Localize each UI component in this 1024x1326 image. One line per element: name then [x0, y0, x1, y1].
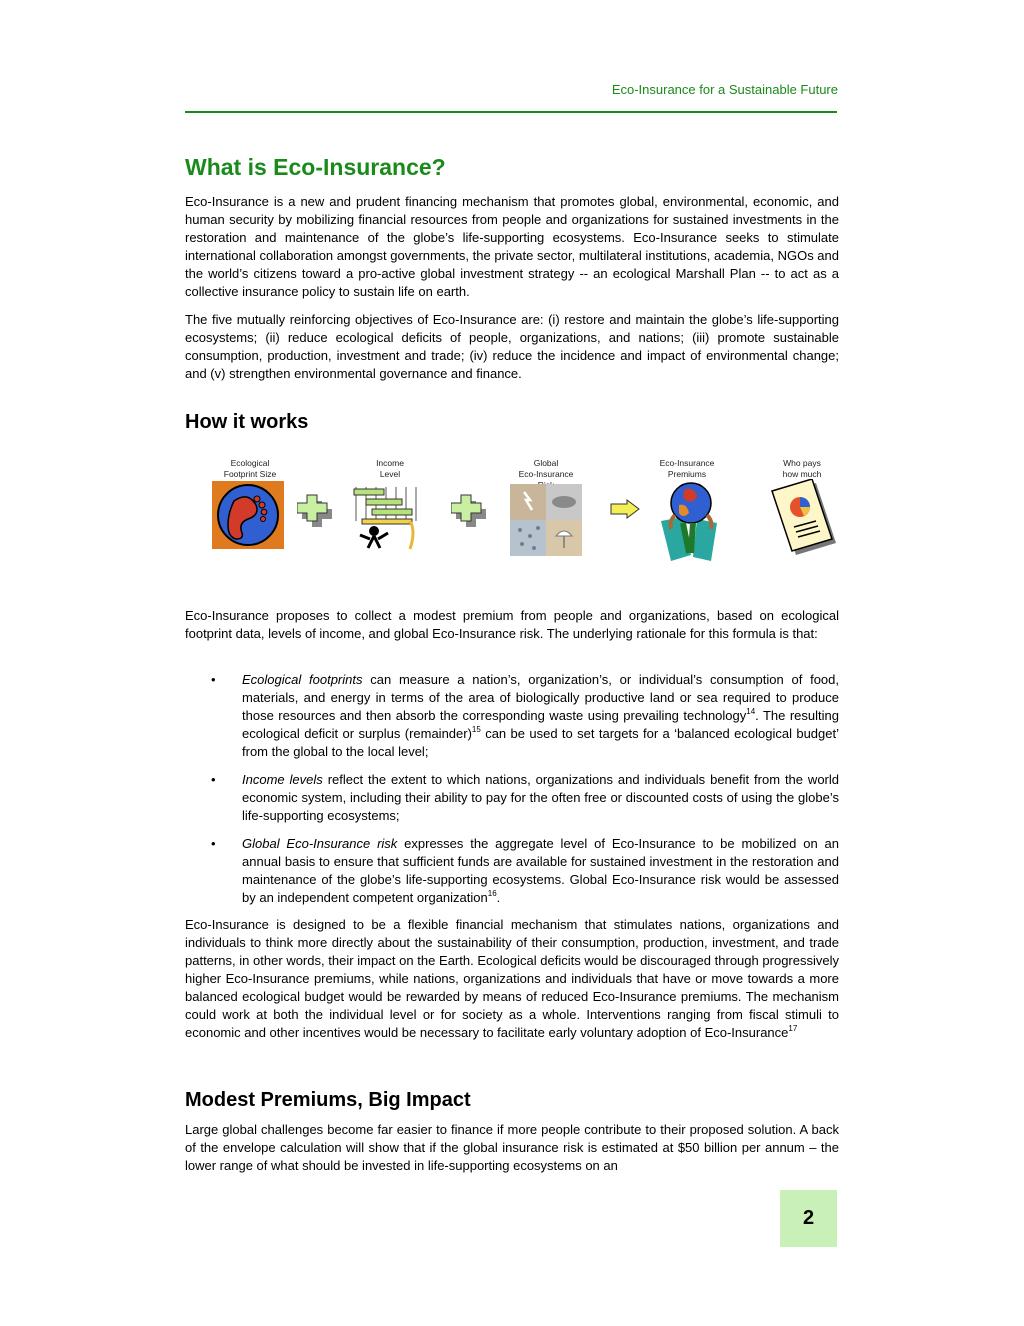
list-item: • Ecological footprints can measure a nation’s, organization’s, or individual’s consumption of food, materials, and energy in terms of the area of biologically productive land or sea required to produce those resources and then absorb the corresponding waste using prevailing technology$^{14}$. The resulting ecological deficit or surplus (remainder)$^{15}$ can be used to set targets for a ‘balanced ecological budget’ from the global to the local level; — [211, 672, 840, 759]
running-header: Eco-Insurance for a Sustainable Future — [611, 82, 838, 97]
paragraph-objectives: The five mutually reinforcing objectives of Eco-Insurance are: (i) restore and maintain the globe’s life-supporting ecosystems; (ii) reduce ecological deficits of people, organizations, and nations; (iii) promote sustainable consumption, production, investment and trade; (iv) reduce the incidence and impact of environmental change; and (v) strengthen environmental governance and finance. — [185, 312, 839, 381]
diagram-label-income: Income Level — [376, 458, 404, 479]
pie-document-icon — [770, 479, 840, 565]
diagram-label-footprint: Ecological Footprint Size — [223, 458, 277, 479]
diagram-label-who-pays: Who pays how much — [782, 458, 822, 479]
bullet-dot-icon: • — [211, 772, 216, 787]
page-number-label: 2 — [802, 1207, 815, 1229]
rationale-list — [185, 671, 839, 917]
paragraph-flexible-mechanism: Eco-Insurance is designed to be a flexible financial mechanism that stimulates nations, organizations and individuals to think more directly about the sustainability of their consumption, production, investment, and trade patterns, in other words, their impact on the Earth. Ecological deficits would be discouraged through progressively higher Eco-Insurance premiums, while nations, organizations and individuals that have or move towards a more balanced ecological budget would be rewarded by means of reduced Eco-Insurance premiums. The mechanism could work at both the individual level or for society as a whole. Interventions ranging from fiscal stimuli to economic and other incentives would be necessary to facilitate early voluntary adoption of Eco-Insurance$^{17}$ — [185, 917, 839, 1040]
bullet-dot-icon: • — [211, 672, 216, 687]
list-item: • Global Eco-Insurance risk expresses the aggregate level of Eco-Insurance to be mobilized on an annual basis to ensure that sufficient funds are available for sustained investment in the restoration and maintenance of the globe’s life-supporting ecosystems. Global Eco-Insurance risk would be assessed by an independent competent organization$^{16}$. — [211, 836, 839, 905]
section-title-modest-premiums: Modest Premiums, Big Impact — [185, 1089, 471, 1111]
plus-icon — [451, 493, 491, 529]
section-title-what-is: What is Eco-Insurance? — [185, 154, 446, 180]
diagram-label-risk: Global Eco-Insurance — [518, 458, 574, 479]
plus-icon — [297, 493, 337, 529]
bullet-dot-icon: • — [211, 836, 216, 851]
header-rule — [185, 111, 837, 113]
income-figure-icon — [352, 481, 424, 553]
footprint-globe-icon — [212, 481, 284, 549]
page-number — [780, 1190, 837, 1247]
arrow-right-icon — [610, 499, 640, 519]
section-title-how-it-works: How it works — [185, 411, 309, 433]
diagram-label-premiums: Eco-Insurance Premiums — [659, 458, 715, 479]
list-item: • Income levels reflect the extent to which nations, organizations and individuals benefit from the world economic system, including their ability to pay for the often free or discounted costs of using the globe’s life-supporting ecosystems; — [211, 772, 839, 823]
globe-person-icon — [653, 481, 729, 565]
paragraph-premiums: Large global challenges become far easier to finance if more people contribute to their proposed solution. A back of the envelope calculation will show that if the global insurance risk is estimated at $50 billion per annum – the lower range of what should be invested in life-supporting ecosystems on an — [185, 1122, 839, 1173]
paragraph-intro: Eco-Insurance is a new and prudent financing mechanism that promotes global, environmental, economic, and human security by mobilizing financial resources from people and organizations for sustained investments in the restoration and maintenance of the globe’s life-supporting ecosystems. Eco-Insurance seeks to stimulate international collaboration amongst governments, the private sector, multilateral institutions, academia, NGOs and the world’s citizens toward a pro-active global investment strategy -- an ecological Marshall Plan -- to act as a collective insurance policy to sustain life on earth. — [185, 194, 839, 299]
paragraph-proposal: Eco-Insurance proposes to collect a modest premium from people and organizations, based on ecological footprint data, levels of income, and global Eco-Insurance risk. The underlying rationale for this formula is that: — [185, 608, 839, 641]
weather-risk-icon — [510, 484, 582, 556]
how-it-works-diagram — [185, 455, 839, 575]
